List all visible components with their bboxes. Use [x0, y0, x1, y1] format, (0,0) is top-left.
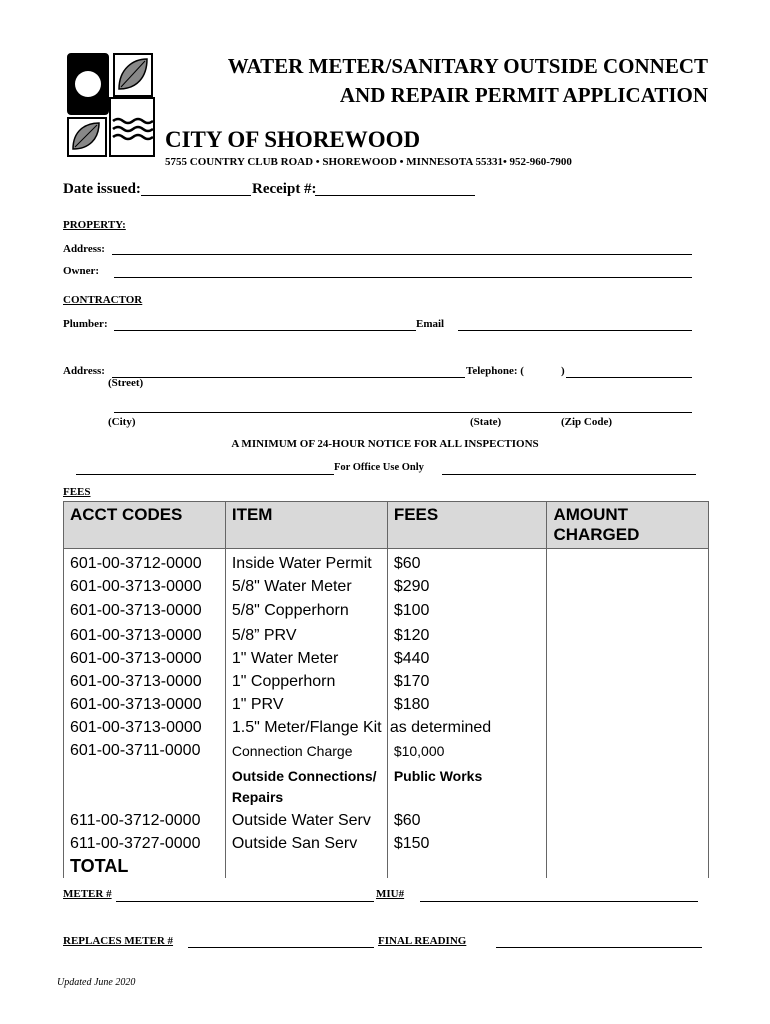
contractor-street-field[interactable]: [112, 377, 465, 378]
plumber-label: Plumber:: [63, 318, 108, 330]
city-address: 5755 COUNTRY CLUB ROAD • SHOREWOOD • MINNESOTA 55331• 952-960-7900: [165, 156, 572, 168]
plumber-field[interactable]: [114, 330, 416, 331]
table-header-row: [64, 502, 709, 549]
miu-label: MIU#: [376, 888, 405, 900]
receipt-field[interactable]: [315, 195, 475, 196]
form-title-line2: AND REPAIR PERMIT APPLICATION: [339, 83, 708, 107]
amount-charged-cell[interactable]: [547, 716, 709, 739]
total-amount-cell[interactable]: [547, 855, 709, 878]
email-label: Email: [416, 318, 445, 330]
updated-footer: Updated June 2020: [57, 977, 136, 988]
logo-water-tile: [109, 97, 155, 157]
table-row: 601-00-3712-0000 Inside Water Permit $60: [64, 549, 709, 576]
contractor-heading: CONTRACTOR: [63, 294, 143, 306]
table-row: 611-00-3712-0000 Outside Water Serv $60: [64, 809, 709, 832]
city-state-zip-field[interactable]: [114, 412, 692, 413]
meter-field[interactable]: [116, 901, 374, 902]
miu-field[interactable]: [420, 901, 698, 902]
amount-charged-cell[interactable]: [547, 762, 709, 809]
city-logo: [67, 53, 155, 157]
fees-table: [63, 501, 709, 878]
office-use-label: For Office Use Only: [334, 462, 424, 473]
owner-field[interactable]: [114, 277, 692, 278]
meter-label: METER #: [63, 888, 112, 900]
final-reading-field[interactable]: [496, 947, 702, 948]
amount-charged-cell[interactable]: [547, 549, 709, 576]
header-item: ITEM: [225, 502, 387, 549]
city-label: (City): [108, 416, 136, 428]
logo-leaf-tile-2: [67, 117, 107, 157]
amount-charged-cell[interactable]: [547, 598, 709, 624]
amount-charged-cell[interactable]: [547, 693, 709, 716]
replaces-meter-label: REPLACES METER #: [63, 935, 174, 947]
state-label: (State): [470, 416, 502, 428]
total-row: [64, 855, 709, 878]
receipt-label: Receipt #:: [252, 181, 317, 197]
property-heading: PROPERTY:: [63, 219, 126, 231]
amount-charged-cell[interactable]: [547, 575, 709, 598]
header-amount-charged: AMOUNT CHARGED: [547, 502, 709, 549]
amount-charged-cell[interactable]: [547, 832, 709, 855]
inspection-notice: A MINIMUM OF 24-HOUR NOTICE FOR ALL INSPECTIONS: [231, 438, 539, 450]
amount-charged-cell[interactable]: [547, 670, 709, 693]
contractor-address-label: Address:: [63, 365, 105, 377]
table-row: 601-00-3713-0000 5/8" Copperhorn $100: [64, 598, 709, 624]
table-row: 601-00-3713-0000 5/8" Water Meter $290: [64, 575, 709, 598]
telephone-close: ): [561, 365, 565, 377]
final-reading-label: FINAL READING: [378, 935, 467, 947]
amount-charged-cell[interactable]: [547, 647, 709, 670]
logo-sun-tile: [67, 53, 109, 115]
table-row: 611-00-3727-0000 Outside San Serv $150: [64, 832, 709, 855]
table-row: 601-00-3713-0000 5/8” PRV $120: [64, 624, 709, 647]
replaces-meter-field[interactable]: [188, 947, 374, 948]
email-field[interactable]: [458, 330, 692, 331]
city-name: CITY OF SHOREWOOD: [165, 127, 421, 152]
date-issued-label: Date issued:: [63, 181, 141, 197]
property-address-field[interactable]: [112, 254, 692, 255]
amount-charged-cell[interactable]: [547, 739, 709, 762]
date-issued-field[interactable]: [141, 195, 251, 196]
total-label: TOTAL: [64, 855, 226, 878]
table-row: 601-00-3713-0000 1" Water Meter $440: [64, 647, 709, 670]
table-row: 601-00-3711-0000 Connection Charge $10,000: [64, 739, 709, 762]
office-use-rule-right: [442, 474, 696, 475]
telephone-label: Telephone: (: [466, 365, 524, 377]
owner-label: Owner:: [63, 265, 100, 277]
telephone-field[interactable]: [566, 377, 692, 378]
table-row: Outside Connections/ Repairs Public Works: [64, 762, 709, 809]
table-row: 601-00-3713-0000 1.5" Meter/Flange Kit as determined: [64, 716, 709, 739]
table-row: 601-00-3713-0000 1" PRV $180: [64, 693, 709, 716]
header-acct-codes: ACCT CODES: [64, 502, 226, 549]
amount-charged-cell[interactable]: [547, 809, 709, 832]
fees-heading: FEES: [63, 486, 91, 498]
table-row: 601-00-3713-0000 1" Copperhorn $170: [64, 670, 709, 693]
amount-charged-cell[interactable]: [547, 624, 709, 647]
street-label: (Street): [108, 377, 144, 389]
logo-leaf-tile: [113, 53, 153, 97]
property-address-label: Address:: [63, 243, 105, 255]
zip-label: (Zip Code): [561, 416, 613, 428]
header-fees: FEES: [387, 502, 547, 549]
office-use-rule-left: [76, 474, 334, 475]
form-title-line1: WATER METER/SANITARY OUTSIDE CONNECT: [227, 54, 708, 78]
